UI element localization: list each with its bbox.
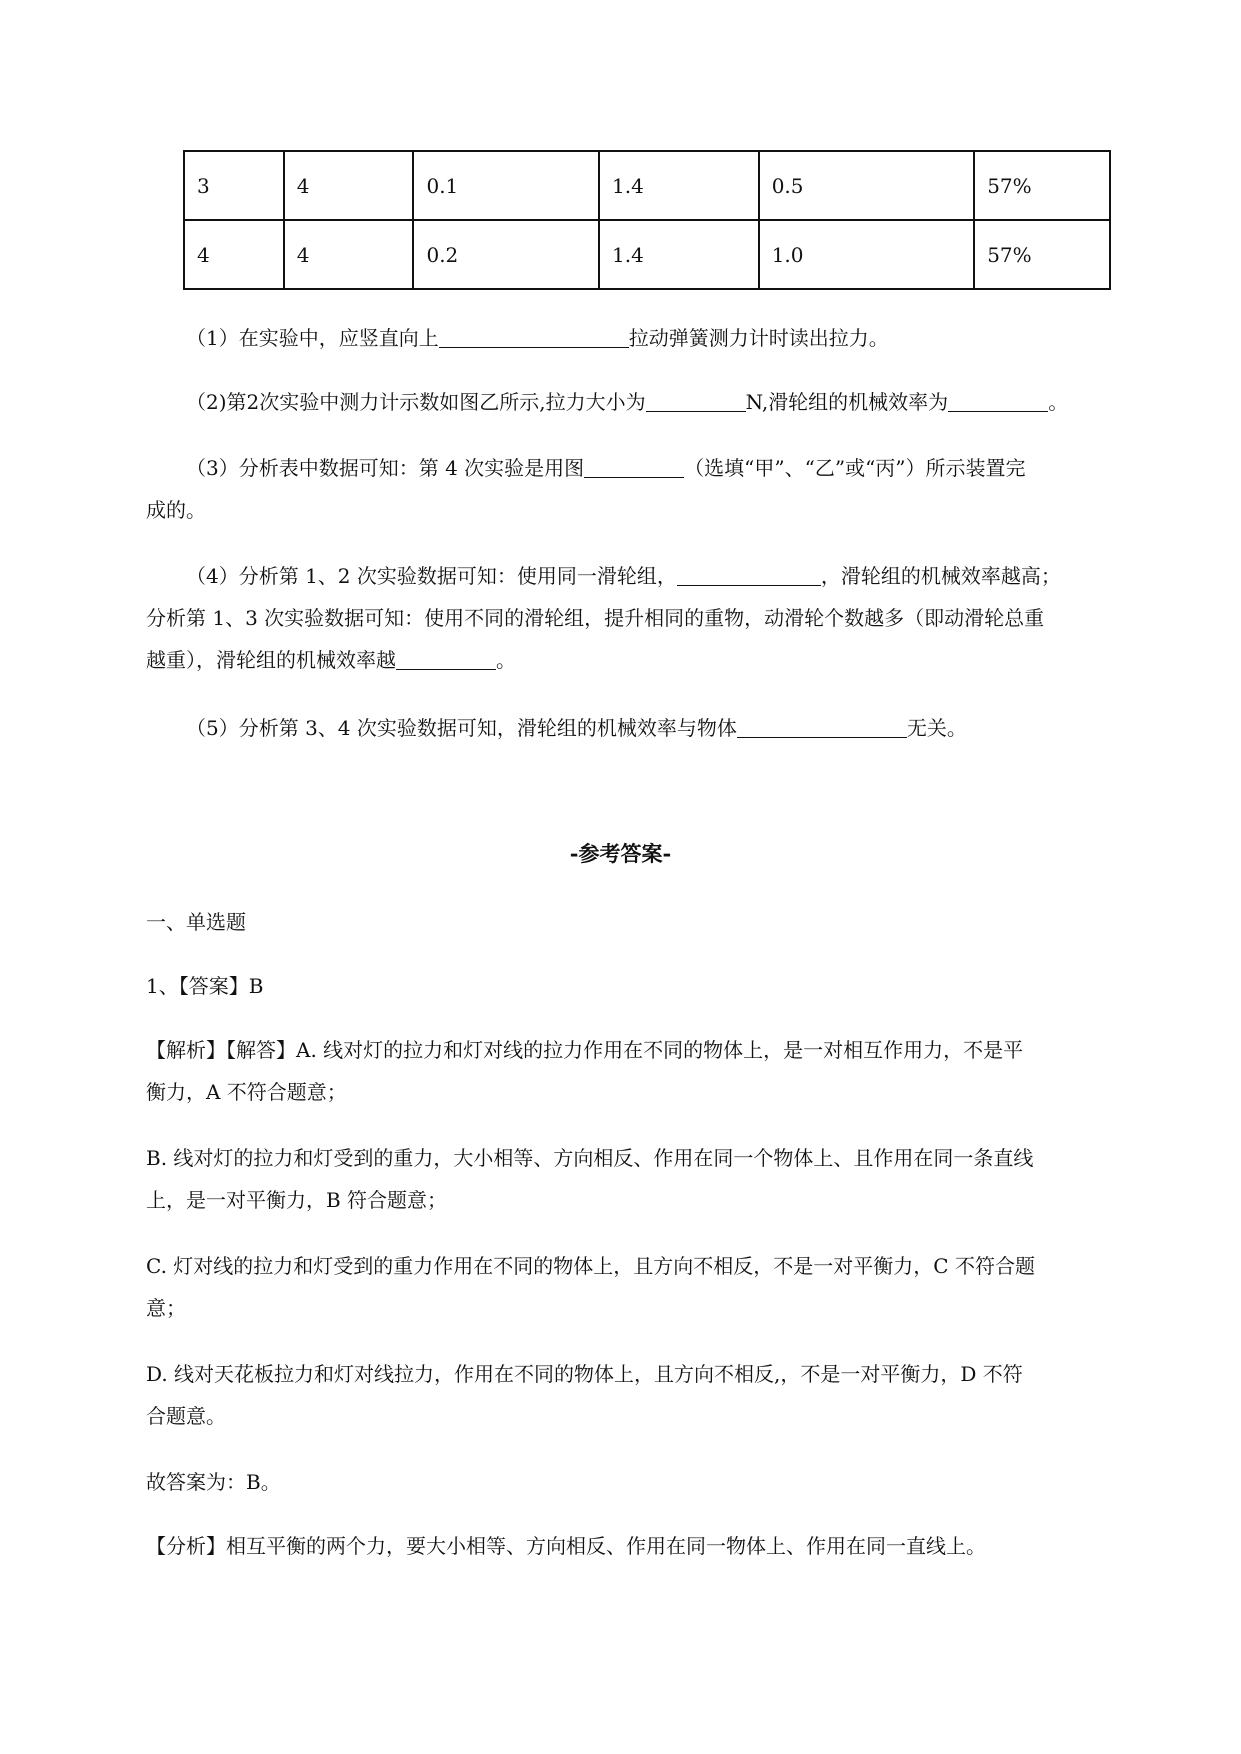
explanation-a-line1: 【解析】【解答】A. 线对灯的拉力和灯对线的拉力作用在不同的物体上，是一对相互作用力，不是平: [146, 1038, 1024, 1062]
answer-1: 1、【答案】B: [146, 974, 264, 998]
section-heading: 一、单选题: [146, 910, 246, 934]
table-cell: 4: [284, 151, 414, 220]
explanation-c-line2: 意；: [146, 1296, 186, 1320]
table-cell: 4: [284, 220, 414, 289]
table-row: [184, 151, 1110, 220]
table-cell: 0.1: [413, 151, 599, 220]
table-cell: 57%: [974, 220, 1110, 289]
answers-title: -参考答案-: [569, 841, 672, 866]
experiment-data-table: [183, 150, 1111, 290]
question-2: （2)第2次实验中测力计示数如图乙所示,拉力大小为 N,滑轮组的机械效率为 。: [186, 390, 1069, 414]
explanation-c-line1: C. 灯对线的拉力和灯受到的重力作用在不同的物体上，且方向不相反，不是一对平衡力，C 不符合题: [146, 1254, 1035, 1278]
answer-blank[interactable]: [737, 715, 907, 738]
question-4-line2: 分析第 1、3 次实验数据可知：使用不同的滑轮组，提升相同的重物，动滑轮个数越多（即动滑轮总重: [146, 606, 1045, 630]
answer-blank[interactable]: [948, 389, 1048, 412]
table-cell: 1.4: [599, 220, 759, 289]
explanation-d-line2: 合题意。: [146, 1404, 226, 1428]
table-cell: 0.2: [413, 220, 599, 289]
answer-blank[interactable]: [677, 563, 821, 586]
table-cell: 1.0: [759, 220, 974, 289]
answer-blank[interactable]: [439, 325, 629, 348]
explanation-b-line2: 上，是一对平衡力，B 符合题意；: [146, 1188, 448, 1212]
table-cell: 4: [184, 220, 284, 289]
question-1: （1）在实验中，应竖直向上 拉动弹簧测力计时读出拉力。: [186, 326, 889, 350]
explanation-d-line1: D. 线对天花板拉力和灯对线拉力，作用在不同的物体上，且方向不相反,，不是一对平衡力，D 不符: [146, 1362, 1023, 1386]
conclusion: 故答案为：B。: [146, 1470, 281, 1494]
table-cell: 3: [184, 151, 284, 220]
answer-blank[interactable]: [396, 647, 496, 670]
question-4-line3: 越重），滑轮组的机械效率越 。: [146, 648, 516, 672]
table-cell: 1.4: [599, 151, 759, 220]
question-3: （3）分析表中数据可知：第 4 次实验是用图 （选填“甲”、“乙”或“丙”）所示装置完: [186, 456, 1026, 480]
answer-blank[interactable]: [584, 455, 684, 478]
table-cell: 57%: [974, 151, 1110, 220]
explanation-b-line1: B. 线对灯的拉力和灯受到的重力，大小相等、方向相反、作用在同一个物体上、且作用在同一条直线: [146, 1146, 1034, 1170]
answer-blank[interactable]: [646, 389, 746, 412]
table-row: [184, 220, 1110, 289]
question-5: （5）分析第 3、4 次实验数据可知，滑轮组的机械效率与物体 无关。: [186, 716, 967, 740]
explanation-a-line2: 衡力，A 不符合题意；: [146, 1080, 347, 1104]
question-4: （4）分析第 1、2 次实验数据可知：使用同一滑轮组， ，滑轮组的机械效率越高；: [186, 564, 1061, 588]
question-3-cont: 成的。: [146, 498, 206, 522]
analysis: 【分析】相互平衡的两个力，要大小相等、方向相反、作用在同一物体上、作用在同一直线上。: [146, 1534, 986, 1558]
table-cell: 0.5: [759, 151, 974, 220]
